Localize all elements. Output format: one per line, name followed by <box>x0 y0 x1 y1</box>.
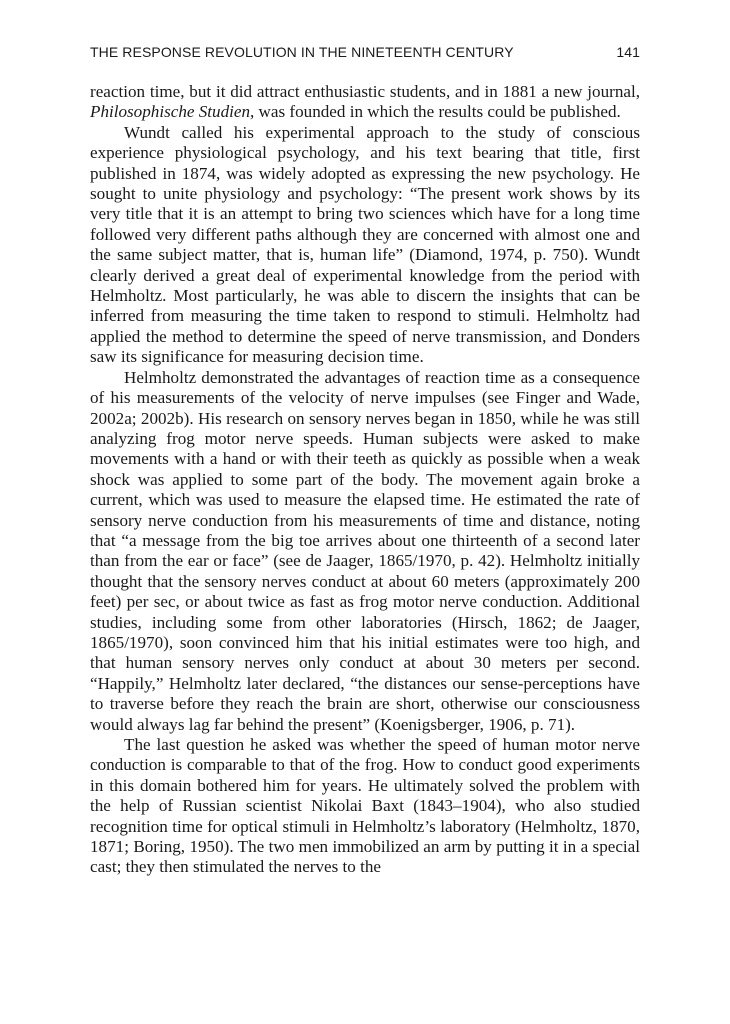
journal-title: Philosophische Studien <box>90 102 250 122</box>
running-title: THE RESPONSE REVOLUTION IN THE NINETEENTH CENTURY <box>90 44 514 60</box>
body-text <box>90 82 640 878</box>
paragraph-4: The last question he asked was whether the speed of human motor nerve conduction is comparable to that of the frog. How to conduct good experiments in this domain bothered him for years. He ultimately solved the problem with the help of Russian scientist Nikolai Baxt (1843–1904), who also studied recognition time for optical stimuli in Helmholtz’s laboratory (Helmholtz, 1870, 1871; Boring, 1950). The two men immobilized an arm by putting it in a special cast; they then stimulated the nerves to the <box>90 735 640 877</box>
page-number: 141 <box>616 44 640 60</box>
paragraph-2: Wundt called his experimental approach to the study of conscious experience physiological psychology, and his text bearing that title, first published in 1874, was widely adopted as expressing the new psychology. He sought to unite physiology and psychology: “The present work shows by its very title that it is an attempt to bring two sciences which have for a long time followed very different paths although they are concerned with almost one and the same subject matter, that is, human life” (Diamond, 1974, p. 750). Wundt clearly derived a great deal of experimental knowledge from the period with Helmholtz. Most particularly, he was able to discern the insights that can be inferred from measuring the time taken to respond to stimuli. Helmholtz had applied the method to determine the speed of nerve transmission, and Donders saw its significance for measuring decision time. <box>90 122 640 367</box>
paragraph-3: Helmholtz demonstrated the advantages of reaction time as a consequence of his measurements of the velocity of nerve impulses (see Finger and Wade, 2002a; 2002b). His research on sensory nerves began in 1850, while he was still analyzing frog motor nerve speeds. Human subjects were asked to make movements with a hand or with their teeth as quickly as possible when a weak shock was applied to some part of the body. The movement again broke a current, which was used to measure the elapsed time. He estimated the rate of sensory nerve conduction from his measurements of time and distance, noting that “a message from the big toe arrives about one thirteenth of a second later than from the ear or face” (see de Jaager, 1865/1970, p. 42). Helmholtz initially thought that the sensory nerves conduct at about 60 meters (approximately 200 feet) per sec, or about twice as fast as frog motor nerve conduction. Additional studies, including some from other laboratories (Hirsch, 1862; de Jaager, 1865/1970), soon convinced him that his initial estimates were too high, and that human sensory nerves only conduct at about 30 meters per second. “Happily,” Helmholtz later declared, “the distances our sense-perceptions have to traverse before they reach the brain are short, otherwise our consciousness would always lag far behind the present” (Koenigsberger, 1906, p. 71). <box>90 367 640 734</box>
paragraph-1 <box>90 82 640 123</box>
running-head <box>90 44 640 68</box>
paragraph-1-start: reaction time, but it did attract enthusiastic students, and in 1881 a new journal, <box>90 82 640 101</box>
book-page <box>90 44 640 878</box>
paragraph-1-end: , was founded in which the results could be published. <box>250 102 621 122</box>
